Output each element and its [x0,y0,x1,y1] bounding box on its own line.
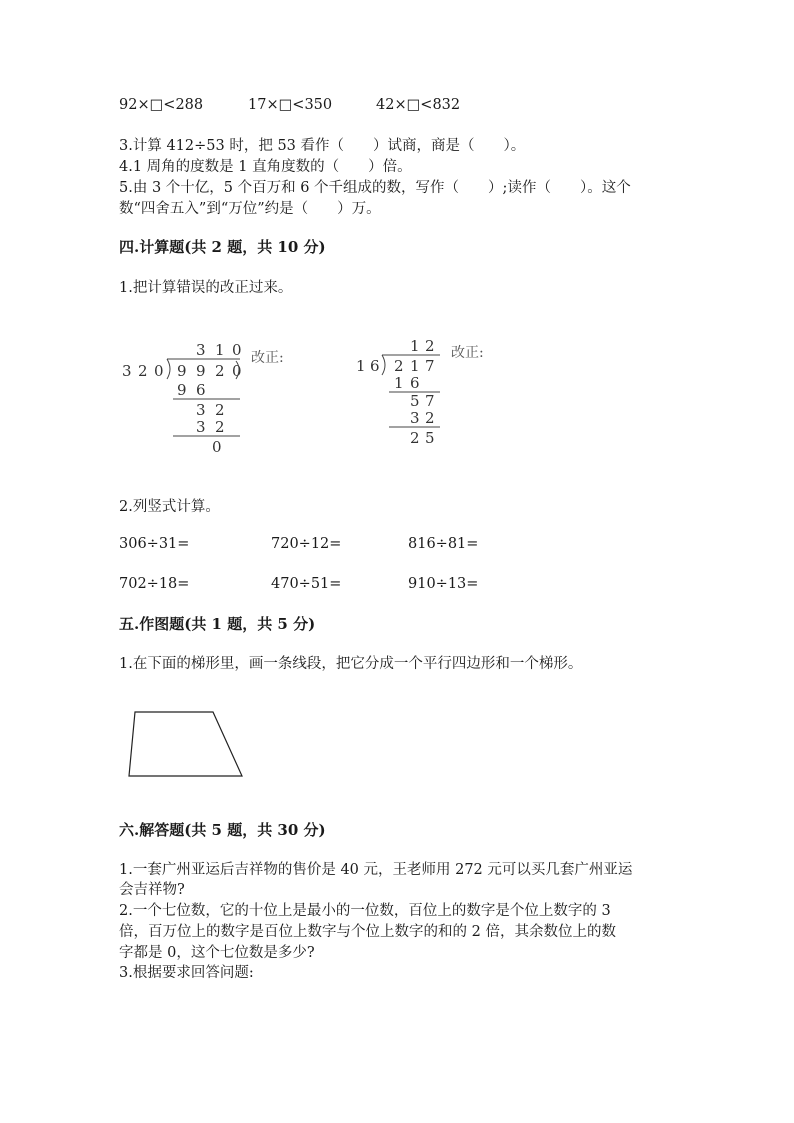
section-6-question-1-line-2: 会吉祥物? [119,882,185,898]
d2-step-digit: 5 [410,392,420,410]
section-6-question-3: 3.根据要求回答问题: [119,965,254,981]
d2-quotient-digit: 2 [425,337,435,355]
d1-divisor-digit: 0 [154,362,164,380]
division-1 [118,335,308,460]
d1-quotient-digit: 3 [196,341,206,359]
inequality-1: 92×□<288 [119,97,204,113]
inequality-3: 42×□<832 [376,97,461,113]
d2-bracket-arc [382,355,385,375]
d1-step-digit: 2 [215,418,225,436]
d1-step-digit: 2 [215,401,225,419]
d2-divisor-digit: 6 [370,357,380,375]
d2-dividend-digit: 1 [410,357,420,375]
d2-step-digit: 6 [410,374,420,392]
d2-step-digit: 7 [425,392,435,410]
calc-item: 720÷12= [271,536,342,552]
section-6-question-2-line-3: 字都是 0，这个七位数是多少? [119,945,315,961]
calc-item: 702÷18= [119,576,190,592]
d1-divisor-digit: 3 [122,362,132,380]
d1-step-digit: 3 [196,401,206,419]
calc-item: 910÷13= [408,576,479,592]
d1-dividend-digit: 9 [196,362,206,380]
d1-step-digit: 9 [177,381,187,399]
d2-dividend-digit: 2 [394,357,404,375]
section-5-question-1: 1.在下面的梯形里，画一条线段，把它分成一个平行四边形和一个梯形。 [119,656,583,672]
question-3: 3.计算 412÷53 时，把 53 看作（ ）试商，商是（ ）。 [119,138,526,154]
section-6-title: 六.解答题(共 5 题，共 30 分) [119,821,326,839]
calc-item: 816÷81= [408,536,479,552]
d1-dividend-digit: 0 [232,362,242,380]
d2-step-digit: 2 [425,409,435,427]
calc-item: 470÷51= [271,576,342,592]
section-4-question-1: 1.把计算错误的改正过来。 [119,280,293,296]
section-4-question-2: 2.列竖式计算。 [119,499,220,515]
section-5-title: 五.作图题(共 1 题，共 5 分) [119,615,316,633]
d2-divisor-digit: 1 [356,357,366,375]
d1-quotient-digit: 0 [232,341,242,359]
section-4-title: 四.计算题(共 2 题，共 10 分) [119,238,326,256]
d2-remainder-digit: 2 [410,429,420,447]
d2-quotient-digit: 1 [410,337,420,355]
division-1-label: 改正: [251,350,284,366]
d2-step-digit: 1 [394,374,404,392]
d2-remainder-digit: 5 [425,429,435,447]
d2-dividend-digit: 7 [425,357,435,375]
question-4: 4.1 周角的度数是 1 直角度数的（ ）倍。 [119,159,412,175]
inequality-2: 17×□<350 [248,97,333,113]
section-6-question-2-line-2: 倍，百万位上的数字是百位上数字与个位上数字的和的 2 倍，其余数位上的数 [119,924,616,940]
d2-step-digit: 3 [410,409,420,427]
d1-bracket-arc [167,359,170,379]
question-5-line-2: 数“四舍五入”到“万位”约是（ ）万。 [119,201,381,217]
trapezoid [129,712,242,776]
d1-dividend-digit: 2 [215,362,225,380]
d1-dividend-digit: 9 [177,362,187,380]
calc-item: 306÷31= [119,536,190,552]
question-5-line-1: 5.由 3 个十亿，5 个百万和 6 个千组成的数，写作（ ）;读作（ ）。这个 [119,180,631,196]
d1-step-digit: 3 [196,418,206,436]
section-6-question-2-line-1: 2.一个七位数，它的十位上是最小的一位数，百位上的数字是个位上数字的 3 [119,903,611,919]
d1-quotient-digit: 1 [215,341,225,359]
trapezoid-figure [120,700,255,785]
d1-step-digit: 6 [196,381,206,399]
section-6-question-1-line-1: 1.一套广州亚运后吉祥物的售价是 40 元，王老师用 272 元可以买几套广州亚运 [119,862,633,878]
division-2 [352,335,502,450]
division-2-label: 改正: [451,345,484,361]
d1-divisor-digit: 2 [138,362,148,380]
d1-remainder: 0 [212,438,222,456]
